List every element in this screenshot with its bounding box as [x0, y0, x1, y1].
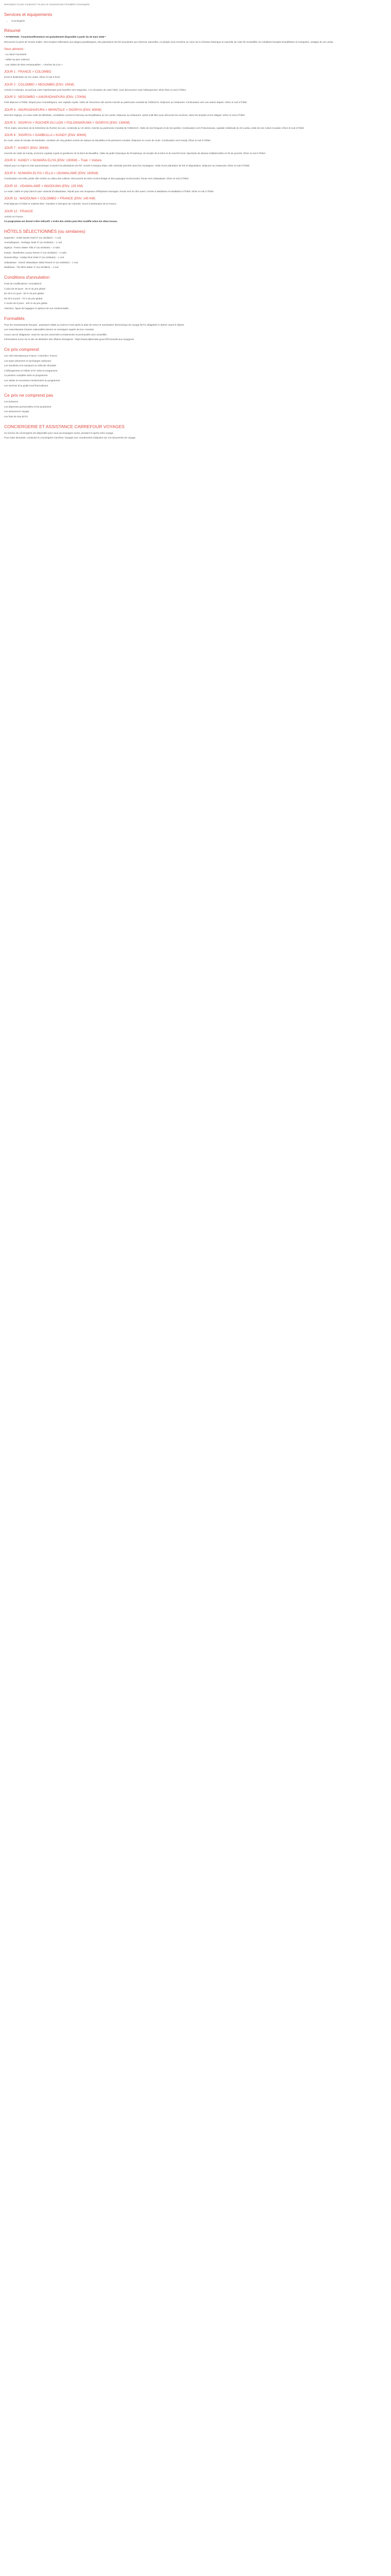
conditions-item: De 30 à 21 jours : 50 % du prix global: [4, 292, 44, 295]
day-text: Petit déjeuner à l'hôtel et matinée libre. Transfert à l'aéroport de Colombo. Envol à destination de la France.: [4, 202, 117, 206]
formalites-text: Pour les ressortissants français : passeport valide au moins 6 mois après la date de retour et autorisation électronique de voyage (ETA) obligatoire à obtenir avant le départ.: [4, 323, 185, 326]
list-item: La pension complète selon le programme: [4, 374, 48, 377]
hotel-item: Wadduwa : The Blue Water 4* (ou similaire) – 1 nuit: [4, 266, 59, 269]
conditions-item: À moins de 8 jours : 100 % du prix global: [4, 302, 47, 305]
list-item: - Les visites de sites remarquables : « Rocher du Lion »: [4, 63, 63, 66]
day-title: JOUR 1 : FRANCE > COLOMBO: [4, 70, 52, 74]
day-title: JOUR 4 : ANURADHAPURA > MIHINTALE > SIGIRIYA (ENV. 80KM): [4, 108, 102, 112]
conditions-item: De 20 à 8 jours : 75 % du prix global: [4, 297, 43, 300]
day-title: JOUR 10 : UDAWALAWE > WADDUWA (ENV. 135 KM): [4, 184, 83, 188]
list-item: Les boissons: [4, 400, 18, 403]
list-item: Les assurances voyage: [4, 410, 29, 413]
day-title: JOUR 12 : FRANCE: [4, 209, 34, 213]
resume-note: * ATTENTION : l'ouverture/fermeture est gratuitement disponible à partir du 25 mars 2026 *: [4, 36, 106, 39]
day-text: Arrivée en France.: [4, 215, 24, 218]
day-text: Continuation vers Ella, petite ville nichée au milieu des collines. Découverte du Nine Arches Bridge et des paysages environnants. Route vers Udawalawe. Dîner et nuit à l'hôtel.: [4, 177, 189, 180]
section-title-hotels: HÔTELS SÉLECTIONNÉS (ou similaires): [4, 228, 86, 234]
day-text: Direction Sigiriya, en route visite de Mihintale, considérée comme le berceau du bouddhisme au Sri Lanka. Déjeuner au restaurant. Après-midi libre pour découvrir les environs, dans les temples et les villages. Dîner et nuit à l'hôtel.: [4, 113, 246, 116]
list-item: Les dépenses personnelles et les pourboires: [4, 405, 52, 408]
hotel-item: Negombo : Goldi Sands Hotel 3* (ou similaire) – 1 nuit: [4, 236, 61, 239]
list-item: - La nature luxuriante: [4, 53, 27, 56]
day-text: En route, visite du temple de Dambulla, constitué de cinq grottes ornées de statues du Bouddha et de peintures murales. Déjeuner en cours de route. Continuation vers Kandy. Dîner et nuit à l'hôtel.: [4, 139, 211, 142]
day-text: Journée de visite de Kandy, ancienne capitale royale et gardienne de la Dent de Bouddha. Visite du jardin botanique de Peradeniya, du temple de la Dent et du marché local. Spectacle de danses traditionnelles en fin de journée. Dîner et nuit à l'hôtel.: [4, 151, 266, 155]
conditions-intro: Frais de modifications / annulations :: [4, 282, 43, 285]
day-title: JOUR 8 : KANDY > NUWARA ELIYA (ENV. 100KM) – Train + Voiture: [4, 159, 102, 163]
section-title-conciergerie: CONCIERGERIE ET ASSISTANCE CARREFOUR VOYAGES: [4, 423, 125, 429]
day-title: JOUR 7 : KANDY (ENV. 35KM): [4, 146, 48, 150]
day-title: JOUR 6 : SIGIRIYA > DAMBULLA > KANDY (ENV. 90KM): [4, 133, 87, 138]
day-text: Arrivée à Colombo, accueil par votre représentant puis transfert vers Negombo. À la réception de votre hôtel, vous découvrirez votre hébergement. Dîner libre et nuit à l'hôtel.: [4, 88, 186, 91]
formalites-text: Aucun vaccin obligatoire, mais les vaccins universels et traitements recommandés sont conseillés.: [4, 333, 107, 336]
list-item: Les visites et excursions mentionnées au programme: [4, 379, 60, 382]
day-text: Petit déjeuner à l'hôtel. Départ pour Anuradhapura, une capitale royale. Visite de l'ancienne cité sacrée inscrite au patrimoine mondial de l'UNESCO. Déjeuner au restaurant. Continuation vers vos autres étapes. Dîner et nuit à l'hôtel.: [4, 101, 248, 104]
hotel-item: Udawalawe : Grand Udawalawe Safari Resort 4* (ou similaire) – 1 nuit: [4, 261, 78, 264]
conciergerie-text: Pour toute demande, contactez la conciergerie Carrefour Voyages aux coordonnées indiquées sur vos documents de voyage.: [4, 436, 136, 439]
list-item: Les services d'un guide local francophone: [4, 384, 48, 387]
list-item: Les transferts et le transport en véhicule climatisé: [4, 364, 56, 367]
list-item: - Safari au parc national: [4, 58, 29, 61]
day-title: JOUR 5 : SIGIRIYA > ROCHER DU LION > POLONNARUWA > SIGIRIYA (ENV. 130KM): [4, 121, 130, 125]
subtitle-vous-aimerez: Vous aimerez :: [4, 47, 25, 52]
section-title-price-excludes: Ce prix ne comprend pas: [4, 393, 53, 398]
conditions-item: À plus de 30 jours : 25 % du prix global: [4, 287, 45, 290]
hotel-item: Sigiriya : Fresco Water Villa 3* (ou similaire) – 2 nuits: [4, 246, 60, 249]
day-title: JOUR 11 : WADDUWA > COLOMBO > FRANCE (ENV. 145 KM): [4, 197, 95, 201]
hotel-item: Kandy : Randholee Luxury Resort 4* (ou similaire) – 2 nuits: [4, 251, 67, 254]
day-text: Envol à destination du Sri Lanka. Dîner et nuit à bord.: [4, 76, 61, 79]
section-title-formalites: Formalités: [4, 315, 25, 321]
hotel-item: Nuwara Eliya : Araliya Red Hotel 4* (ou similaire) – 1 nuit: [4, 256, 64, 259]
formalites-link[interactable]: Informations à jour sur le site du Ministère des Affaires étrangères : https://www.diplomatie.gouv.fr/fr/conseils-aux-voyageurs: [4, 338, 134, 341]
conciergerie-text: Un service de conciergerie est disponible pour vous accompagner avant, pendant et après votre voyage.: [4, 431, 114, 434]
day-title: JOUR 9 : NUWARA ELIYA > ELLA > UDAWALAWE (ENV. 160KM): [4, 171, 99, 175]
list-item: Les vols internationaux France / Colombo / France: [4, 354, 57, 357]
page-intro: Description Ce prix comprend / Ce prix ne comprend pas Formalités Conciergerie: [4, 3, 90, 6]
page-content: [0, 0, 391, 444]
formalites-text: Les ressortissants d'autres nationalités doivent se renseigner auprès de leur consulat.: [4, 328, 94, 331]
list-item: Les frais de visa (ETA): [4, 415, 28, 418]
section-title-conditions: Conditions d'annulation: [4, 275, 50, 280]
hotel-item: Anuradhapura : Heritage Hotel 3* (ou similaire) – 1 nuit: [4, 241, 62, 244]
conditions-note: Attention, l'ajout de bagages et options est non remboursable.: [4, 307, 70, 310]
day-title: JOUR 3 : NEGOMBO > ANURADHAPURA (ENV. 170KM): [4, 95, 86, 99]
day-text: Tôt le matin, ascension de la forteresse du Rocher du Lion, construite au Ve siècle, inscrite au patrimoine mondial de l'UNESCO. Visite de ses fresques et de ses jardins. Continuation vers Polonnaruwa, capitale médiévale du Sri Lanka, visite de ses ruines et palais. Dîner et nuit à l'hôtel.: [4, 126, 305, 129]
list-item: L'hébergement en hôtels 3*/4* selon le programme: [4, 369, 58, 372]
section-title-services: Services et équipements: [4, 11, 53, 17]
section-title-price-includes: Ce prix comprend: [4, 346, 39, 352]
day-title: JOUR 2 : COLOMBO > NEGOMBO (ENV. 15KM): [4, 82, 74, 87]
day-text: Départ pour un trajet en train panoramique à travers les plantations de thé. Arrivée à Nuwara Eliya, ville coloniale perchée dans les montagnes. Visite d'une plantation de thé et dégustation. Déjeuner au restaurant. Dîner et nuit à l'hôtel.: [4, 164, 250, 167]
services-list: [4, 20, 387, 23]
section-title-resume: Résumé: [4, 28, 21, 33]
resume-text: Découvrez la perle de l'océan Indien. Des temples millénaires aux plages paradisiaques, des plantations de thé luxuriantes aux réserves naturelles, ce périple vous emmène au cœur de la richesse historique et naturelle de cette île ensoleillée où cohabitent temples bouddhistes et mosquées, vestiges du Sri Lanka.: [4, 40, 334, 43]
programme-note: Ce programme est donné à titre indicatif. L'ordre des visites peut être modifié selon les aléas locaux.: [4, 220, 118, 223]
list-item: Les taxes aériennes et surcharges carburant: [4, 359, 51, 362]
day-text: Le matin, safari en jeep dans le parc national d'Udawalawe, réputé pour ses troupeaux d'éléphants sauvages. Route vers la côte ouest. Arrivée à Wadduwa et installation à l'hôtel. Dîner et nuit à l'hôtel.: [4, 190, 214, 193]
list-item: • Conciergerie: [11, 20, 387, 23]
